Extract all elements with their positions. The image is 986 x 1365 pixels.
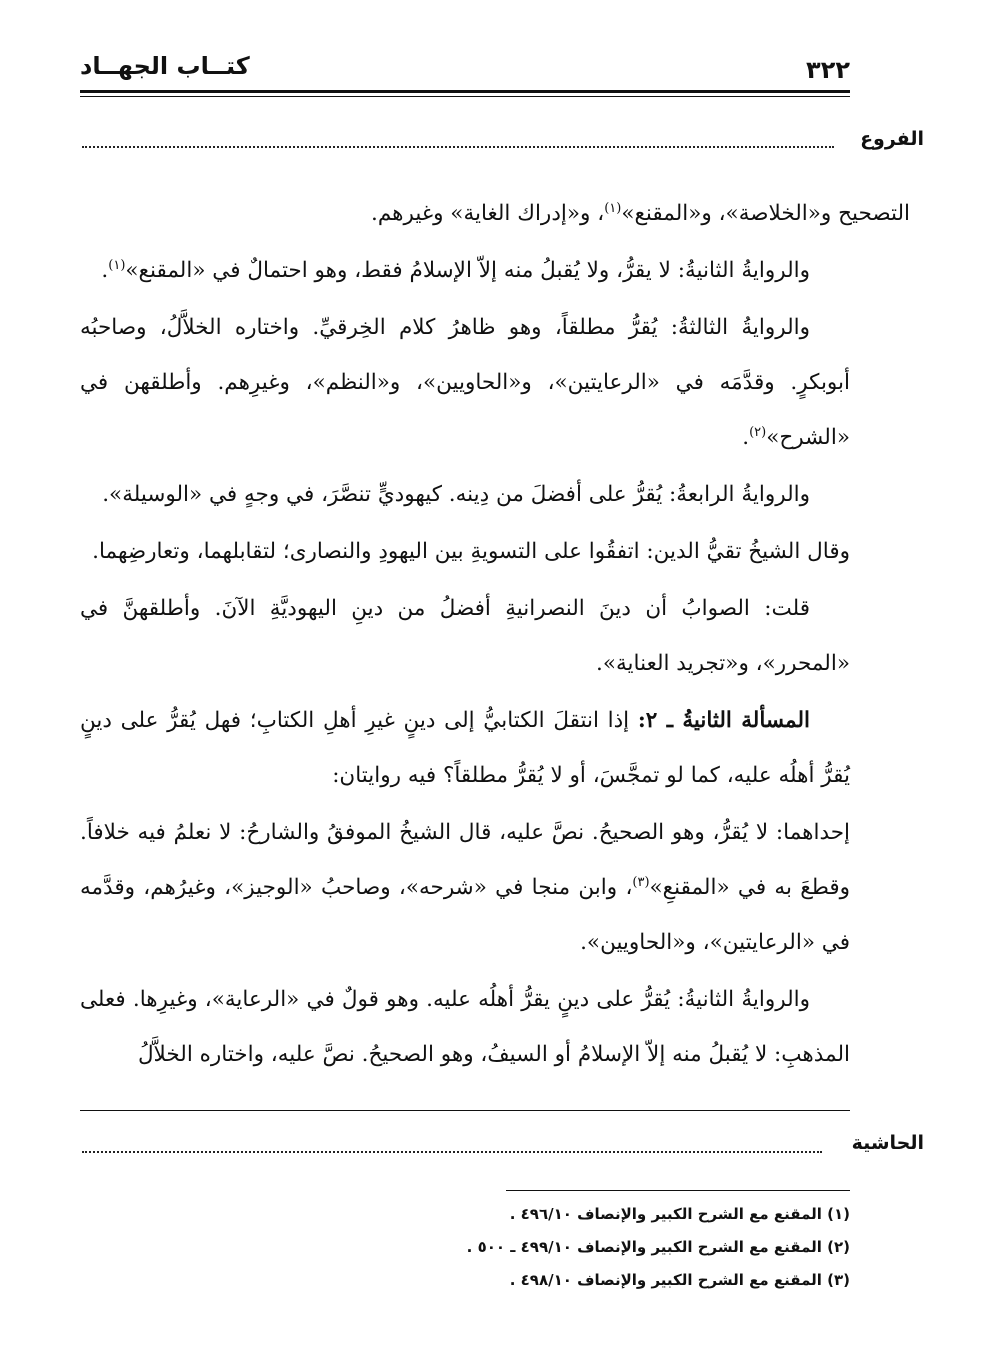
section-dots-hashiya [82,1151,822,1153]
paragraph-3-text: والروايةُ الثالثةُ: يُقرُّ مطلقاً، وهو ظاهرُ كلام الخِرقيِّ. واختاره الخلاَّلُ، وصاحبُه أبوبكرٍ. وقدَّمَه في «الرعايتين»، و«الحاويين»، و«النظم»، وغيرِهم. وأطلقهن في «الشرح» [80,315,850,450]
book-title: كتــاب الجهــاد [80,52,250,80]
footnote-ref-1b: (١) [108,257,126,273]
paragraph-1-text: التصحيح و«الخلاصة»، و«المقنع» [621,201,910,226]
page-number: ٣٢٢ [806,56,850,84]
paragraph-2-text: والروايةُ الثانيةُ: لا يقرُّ، ولا يُقبلُ منه إلاّ الإسلامُ فقط، وهو احتمالٌ في «المقنع» [125,258,810,283]
paragraph-4: والروايةُ الرابعةُ: يُقرُّ على أفضلَ من دِينه. كيهوديٍّ تنصَّرَ، في وجهٍ في «الوسيلة». [102,482,810,507]
footnote-3: (٣) المقنع مع الشرح الكبير والإنصاف ٤٩٨/١٠ . [509,1271,850,1289]
footnotes [350,1198,850,1297]
paragraph-8 [80,805,850,970]
footnote-1: (١) المقنع مع الشرح الكبير والإنصاف ٤٩٦/١٠ . [509,1205,850,1223]
body-bottom-rule [80,1110,850,1111]
paragraph-7-text: إذا انتقلَ الكتابيُّ إلى دينٍ غيرِ أهلِ الكتابِ؛ فهل يُقرُّ على دينٍ يُقرُّ أهلُه عليه، كما لو تمجَّسَ، أو لا يُقرُّ مطلقاً؟ فيه روايتان: [80,708,850,788]
section-label-furu: الفروع [860,128,924,150]
paragraph-8-text: إحداهما: لا يُقرُّ، وهو الصحيحُ. نصَّ عليه، قال الشيخُ الموفقُ والشارحُ: لا نعلمُ فيه خلافاً. وقطعَ به في «المقنعِ» [80,820,850,900]
paragraph-3-end: . [742,425,750,450]
header-rule-thin [80,96,850,97]
paragraph-5: وقال الشيخُ تقيُّ الدين: اتفقُوا على التسويةِ بين اليهودِ والنصارى؛ لتقابلهما، وتعارضِهما. [92,539,850,564]
footnote-2: (٢) المقنع مع الشرح الكبير والإنصاف ٤٩٩/١٠ ـ ٥٠٠ . [466,1238,850,1256]
footnote-ref-1: (١) [604,200,622,216]
paragraph-3 [80,300,850,465]
paragraph-2-end: . [101,258,109,283]
paragraph-7 [80,693,850,803]
header-rule-thick [80,90,850,93]
issue-heading: المسألة الثانيةُ ـ ٢: [637,708,810,733]
section-dots-furu [82,146,834,148]
paragraph-1 [80,186,910,241]
paragraph-8-end: ، وابن منجا في «شرحه»، وصاحبُ «الوجيز»، وغيرُهم، وقدَّمه في «الرعايتين»، و«الحاويين». [80,875,850,955]
paragraph-1-end: ، و«إدراك الغاية» وغيرهم. [371,201,605,226]
running-header [80,52,850,88]
footnote-ref-3: (٣) [632,874,650,890]
footnote-ref-2: (٢) [749,424,767,440]
section-label-hashiya: الحاشية [851,1132,924,1154]
paragraph-2 [80,243,850,298]
paragraph-6: قلت: الصوابُ أن دينَ النصرانيةِ أفضلُ من دينِ اليهوديَّةِ الآنَ. وأطلقهنَّ في «المحرر»، و«تجريد العناية». [80,596,850,676]
main-text [80,186,910,1084]
footnote-rule [506,1190,850,1191]
paragraph-9: والروايةُ الثانيةُ: يُقرُّ على دينٍ يقرُّ أهلُه عليه. وهو قولٌ في «الرعاية»، وغيرِها. فعلى المذهبِ: لا يُقبلُ منه إلاّ الإسلامُ أو السيفُ، وهو الصحيحُ. نصَّ عليه، واختاره الخلاَّلُ [80,987,850,1067]
